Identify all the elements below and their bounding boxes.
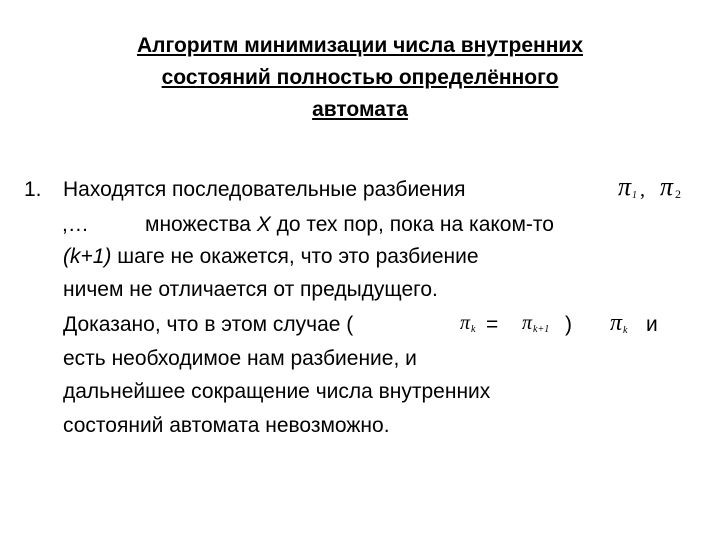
formula-comma: , — [640, 179, 645, 201]
text-line-6: есть необходимое нам разбиение, и — [63, 347, 417, 370]
text-line-5: Доказано, что в этом случае ( — [63, 313, 354, 336]
title-line-2: состояний полностью определённого — [161, 66, 559, 89]
title-line-3: автомата — [312, 98, 408, 121]
text-line-2: множества X до тех пор, пока на каком-то — [145, 213, 554, 236]
formula-pi2: π 2 — [660, 172, 682, 201]
formula-pi-k-standalone: $\pi_k$ — [610, 310, 628, 336]
text-ellipsis: ,… — [62, 213, 89, 236]
formula-pi-k1: $\pi_{k+1}$ — [522, 312, 550, 335]
slide-title — [40, 30, 680, 126]
text-line-7: дальнейшее сокращение числа внутренних — [63, 380, 491, 403]
text-line-3: (k+1) шаге не окажется, что это разбиение — [63, 245, 479, 268]
text-line-4: ничем не отличается от предыдущего. — [63, 278, 438, 301]
title-line-1: Алгоритм минимизации числа внутренних — [137, 34, 583, 57]
formula-pi-k: $\pi_k$ — [460, 312, 476, 335]
formula-pi1: $\pi_1$ — [618, 172, 638, 201]
text-line-8: состояний автомата невозможно. — [63, 414, 390, 437]
text-and: и — [646, 313, 658, 336]
text-close-paren: ) — [565, 313, 572, 336]
text-equals: = — [486, 313, 499, 336]
list-item-number: 1. — [24, 178, 42, 201]
text-line-1: Находятся последовательные разбиения — [63, 178, 466, 201]
